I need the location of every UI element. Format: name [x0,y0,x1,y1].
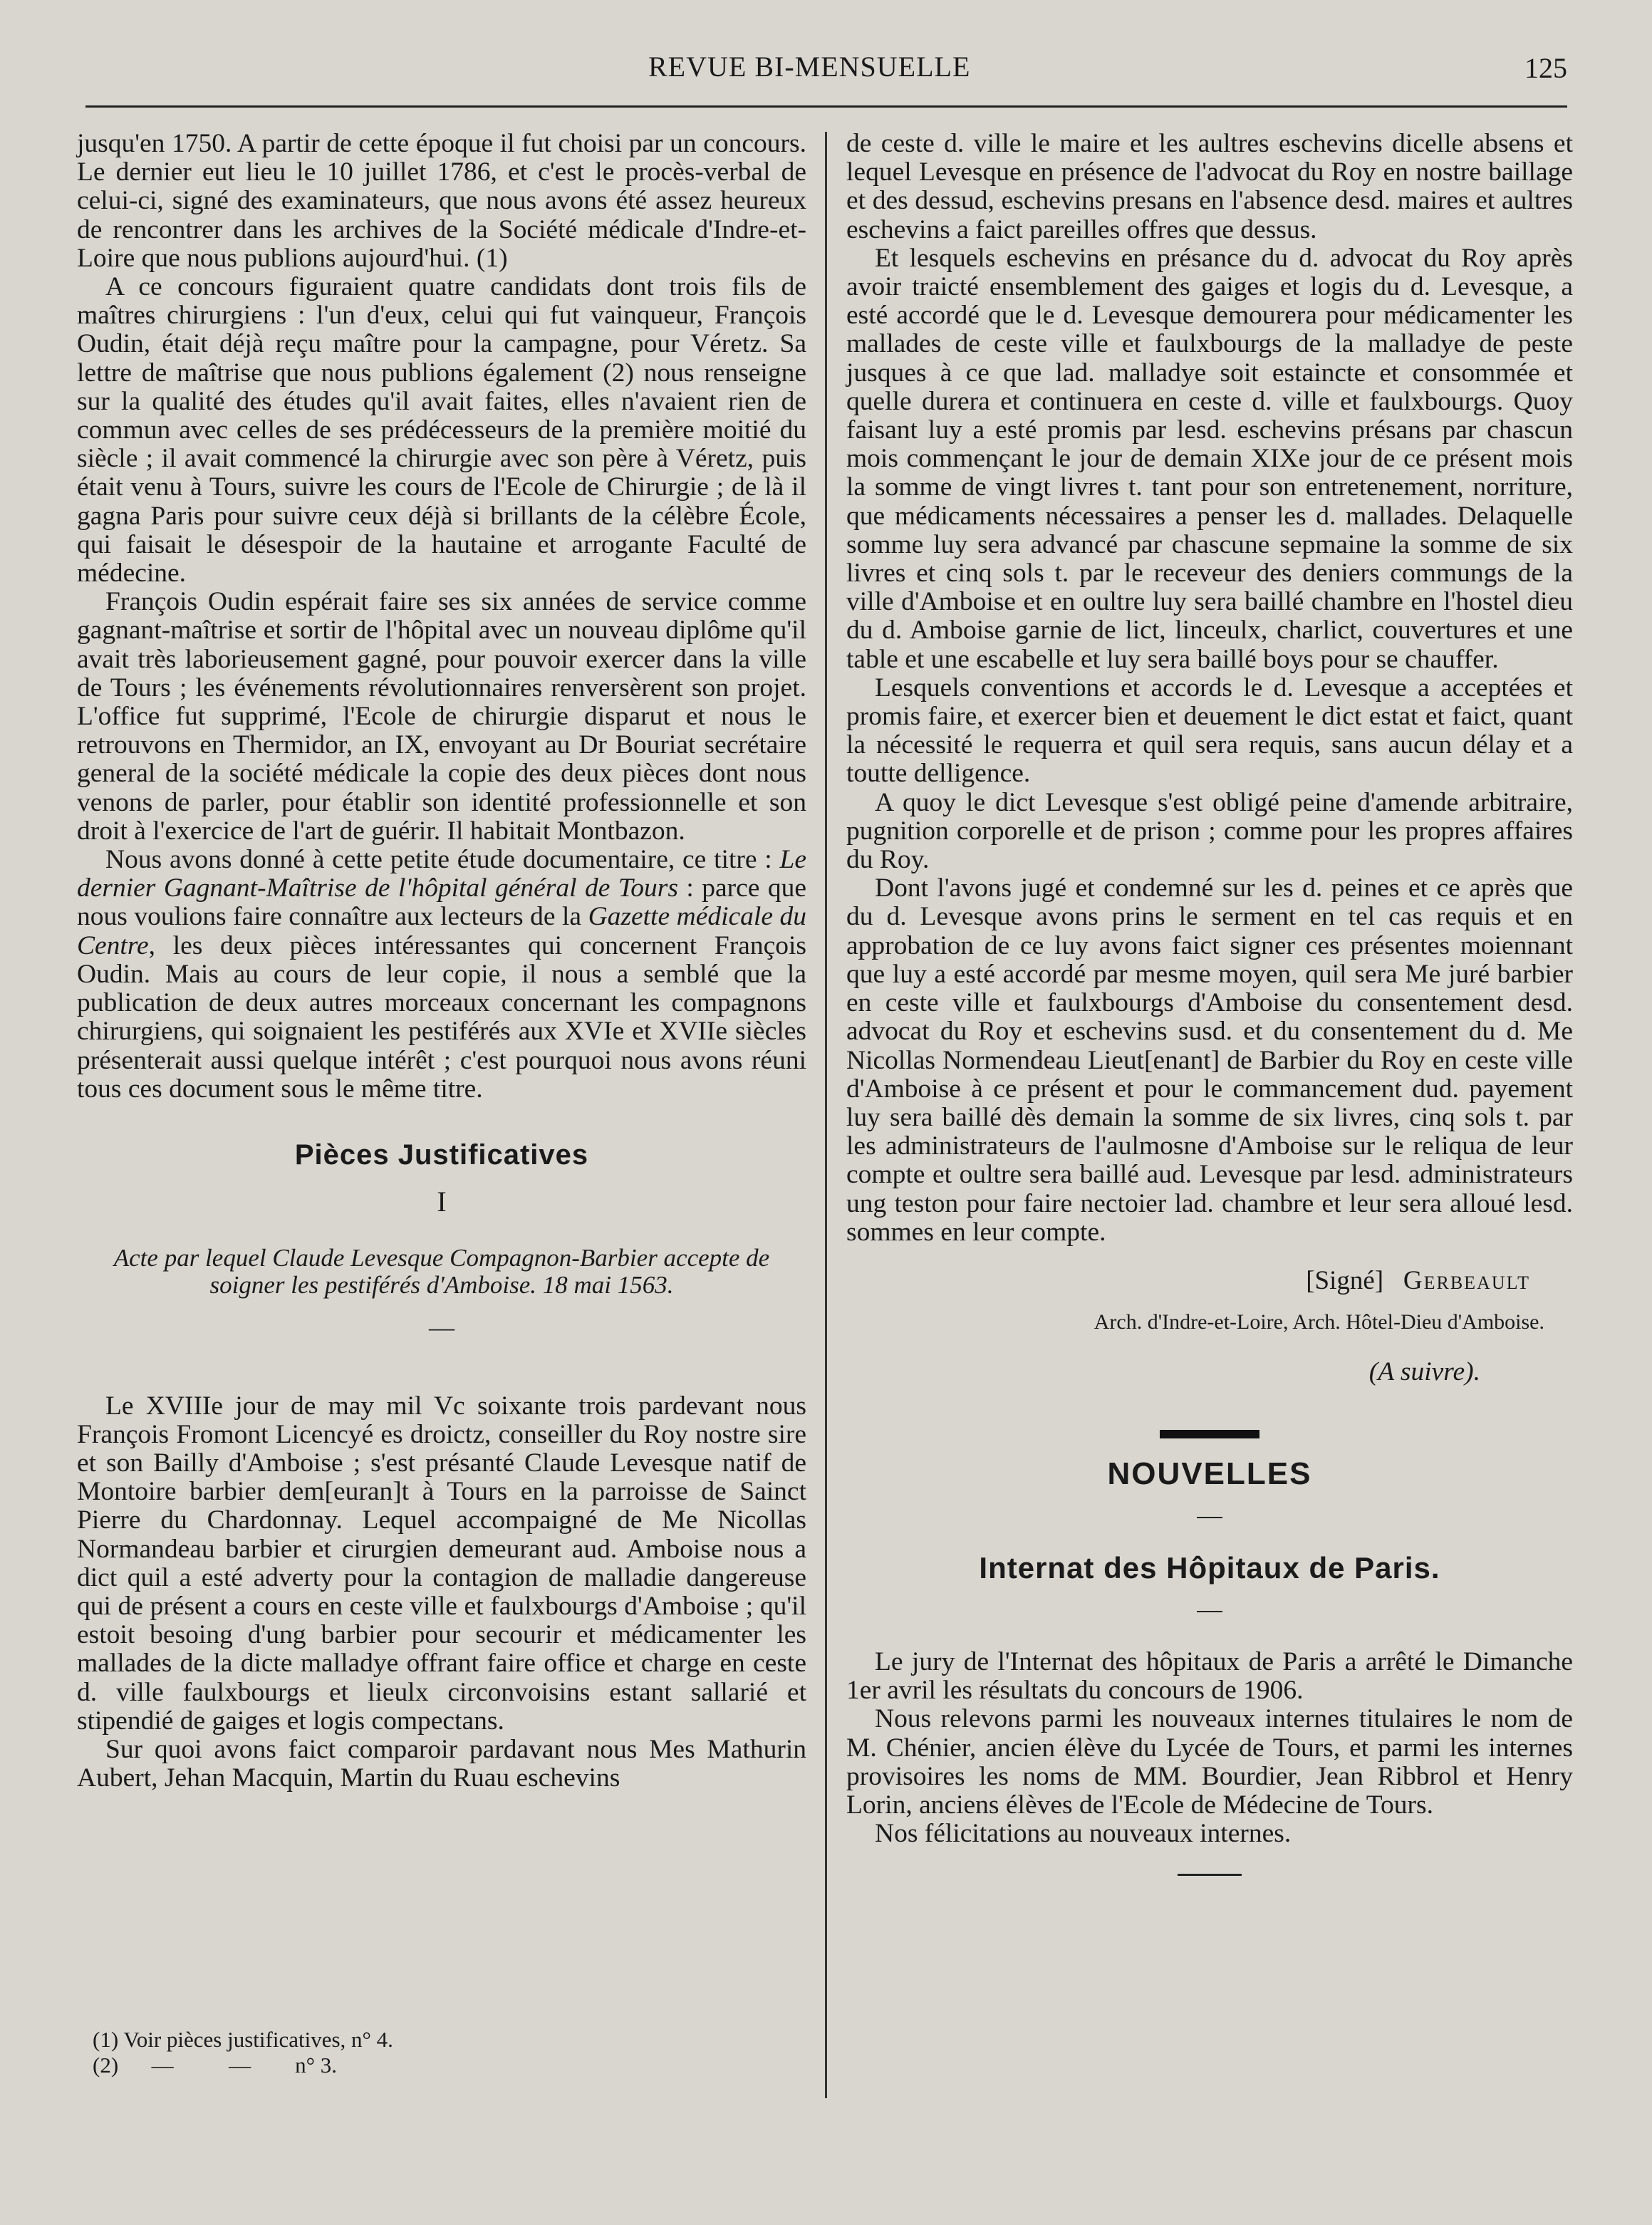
p4-title-italic: Le dernier Gagnant-Maîtrise de l'hôpital général de Tours [77,845,806,903]
signature-name: Gerbeault [1403,1265,1530,1295]
p4-text-c: : parce que nous voulions faire connaître aux lecteurs de la [77,873,807,932]
right-paragraph-1: de ceste d. ville le maire et les aultres eschevins dicelle absens et lequel Levesque en présence de l'advocat du Roy en nostre baillage et des dessud, eschevins presans en l'absence desd. maires et aultres eschevins a faict pareilles offres que dessus. [846,129,1573,244]
left-paragraph-3: François Oudin espérait faire ses six années de service comme gagnant-maîtrise et sortir de l'hôpital avec un nouveau diplôme qu'il avait très laborieusement gagné, pour pouvoir exercer dans la ville de Tours ; les événements révolutionnaires renversèrent son projet. L'office fut supprimé, l'Ecole de chirurgie disparut et nous le retrouvons en Thermidor, an IX, envoyant au Dr Bouriat secrétaire general de la société médicale la copie des deux pièces dont nous venons de parler, pour établir son identité professionnelle et son droit à l'exercice de l'art de guérir. Il habitait Montbazon. [77,587,806,846]
footnote-1: (1) Voir pièces justificatives, n° 4. [93,2027,393,2052]
right-paragraph-5: Dont l'avons jugé et condemné sur les d. peines et ce après que du d. Levesque avons prins le serment en tel cas requis et en approbation de ce luy avons faict signer ces présentes moiennant que luy a esté accordé par mesme moyen, quil sera Me juré barbier en ceste ville et faulxbourgs d'Amboise du consentement desd. advocat du Roy et eschevins susd. et du consentement du d. Me Nicollas Normendeau Lieut[enant] de Barbier du Roy en ceste ville d'Amboise à ce présent et pour le commancement dud. payement luy sera baillé dès demain la somme de six livres, cinq sols t. par les administrateurs de l'aulmosne d'Amboise sur le reliqua de leur compte et oultre sera baillé aud. Levesque par lesd. administrateurs ung teston pour faire nectoier lad. chambre et leur sera alloué lesd. sommes en leur compte. [846,873,1573,1247]
p4-text-a: Nous avons donné à cette petite étude documentaire, ce titre : [105,845,780,875]
signature-prefix: [Signé] [1306,1265,1384,1295]
p4-gazette-italic: Gazette médicale du Centre [77,902,806,960]
right-paragraph-2: Et lesquels eschevins en présance du d. advocat du Roy après avoir traicté ensemblement des gaiges et logis du d. Levesque, a esté accordé que le d. Levesque demourera pour médicamenter les mallades de ceste ville et faulxbourgs de la malladye de peste jusques à ce que lad. malladye soit estaincte et consommée et quelle durera et continuera en ceste d. ville et faulxbourgs. Quoy faisant luy a esté promis par lesd. eschevins présans par chascun mois commençant le jour de demain XIXe jour de ce présent mois la somme de vingt livres t. tant pour son entretenement, norriture, que médicaments nécessaires a penser les d. mallades. Delaquelle somme luy sera advancé par chascune sepmaine la somme de six livres et cinq sols t. par le receveur des deniers commungs de la ville d'Amboise et en oultre luy sera baillé chambre en l'hostel dieu du d. Amboise garnie de lict, linceulx, charlict, couvertures et une table et une escabelle et luy sera baillé boys pour se chauffer. [846,243,1573,674]
left-column [77,130,806,1793]
small-separator [1197,1517,1222,1518]
left-paragraph-6: Sur quoi avons faict comparoir pardavant nous Mes Mathurin Aubert, Jehan Macquin, Martin du Ruau eschevins [77,1734,806,1793]
left-paragraph-4 [77,846,806,1104]
section-title: Pièces Justificatives [294,1139,589,1171]
news-paragraph-3: Nos félicitations au nouveaux internes. [875,1819,1292,1849]
right-paragraph-3: Lesquels conventions et accords le d. Levesque a acceptées et promis faire, et exercer bien et deuement le dict estat et faict, quant la nécessité le requerra et quil sera requis, sans aucun délay et a toutte delligence. [846,673,1573,789]
section-bar [1160,1430,1259,1438]
right-paragraph-4: A quoy le dict Levesque s'est obligé peine d'amende arbitraire, pugnition corporelle et de prison ; comme pour les propres affaires du Roy. [846,787,1573,875]
header-rule [85,105,1567,108]
acte-caption: Acte par lequel Claude Levesque Compagnon-Barbier accepte de soigner les pestiférés d'Amboise. 18 mai 1563. [113,1244,770,1300]
right-column [846,130,1573,1876]
news-paragraph-2: Nous relevons parmi les nouveaux internes titulaires le nom de M. Chénier, ancien élève du Lycée de Tours, et parmi les internes provisoires les noms de MM. Bourdier, Jean Ribbrol et Henry Lorin, anciens élèves de l'Ecole de Médecine de Tours. [846,1704,1573,1820]
small-separator-2 [1197,1611,1222,1612]
section-number: I [437,1186,447,1218]
left-paragraph-5: Le XVIIIe jour de may mil Vc soixante trois pardevant nous François Fromont Licencyé es droictz, conseiller du Roy nostre sire et son Bailly d'Amboise ; s'est présanté Claude Levesque natif de Montoire barbier dem[euran]t à Tours en la parroisse de Sainct Pierre du Chardonnay. Lequel accompaigné de Me Nicollas Normandeau barbier et cirurgien demeurant aud. Amboise nous a dict quil a esté adverty pour la contagion de malladie dangereuse qui de présent a cours en ceste ville et faulxbourgs d'Amboise ; qu'il estoit besoing d'ung barbier pour secourir et médicamenter les mallades de la dicte malladye offrant faire office et charge en ceste d. ville faulxbourgs et lieulx circonvoisins estant sallarié et stipendié de gaiges et logis compectans. [77,1391,806,1736]
nouvelles-title: NOUVELLES [1107,1456,1312,1491]
to-be-continued: (A suivre). [1368,1357,1480,1387]
p4-text-e: , les deux pièces intéressantes qui concernent François Oudin. Mais au cours de leur copie, il nous a semblé que la publication de deux autres morceaux concernant les compagnons chirurgiens, qui soignaient les pestiférés aux XVIe et XVIIe siècles présenterait aussi quelque intérêt ; c'est pourquoi nous avons réuni tous ces document sous le même titre. [77,930,806,1104]
news-paragraph-1: Le jury de l'Internat des hôpitaux de Paris a arrêté le Dimanche 1er avril les résultats du concours de 1906. [846,1646,1573,1706]
archives-reference: Arch. d'Indre-et-Loire, Arch. Hôtel-Dieu d'Amboise. [1093,1310,1544,1334]
column-divider [825,132,827,2098]
left-paragraph-1: jusqu'en 1750. A partir de cette époque il fut choisi par un concours. Le dernier eut lieu le 10 juillet 1786, et c'est le procès-verbal de celui-ci, signé des examinateurs, que nous avons été assez heureux de rencontrer dans les archives de la Société médicale d'Indre-et-Loire que nous publions aujourd'hui. (1) [77,129,806,273]
end-rule [1178,1874,1242,1876]
footnotes [93,2027,663,2078]
journal-title: REVUE BI-MENSUELLE [648,51,971,83]
signature-line [846,1267,1573,1295]
internat-title: Internat des Hôpitaux de Paris. [979,1550,1440,1585]
separator-dash: — [429,1313,454,1342]
page-header [85,50,1567,93]
left-paragraph-2: A ce concours figuraient quatre candidats dont trois fils de maîtres chirurgiens : l'un d'eux, celui qui fut vainqueur, François Oudin, était déjà reçu maître pour la campagne, pour Véretz. Sa lettre de maîtrise que nous publions également (2) nous renseigne sur la qualité des études qu'il avait faites, elles n'avaient rien de commun avec celles de ses prédécesseurs de la première moitié du siècle ; il avait commencé la chirurgie avec son père à Véretz, puis était venu à Tours, suivre les cours de l'Ecole de Chirurgie ; de là il gagna Paris pour suivre ceux déjà si brillants de la célèbre École, qui faisait le désespoir de la hautaine et arrogante Faculté de médecine. [77,272,806,588]
footnote-2: (2) — — n° 3. [93,2053,338,2078]
page-number: 125 [1524,52,1567,84]
